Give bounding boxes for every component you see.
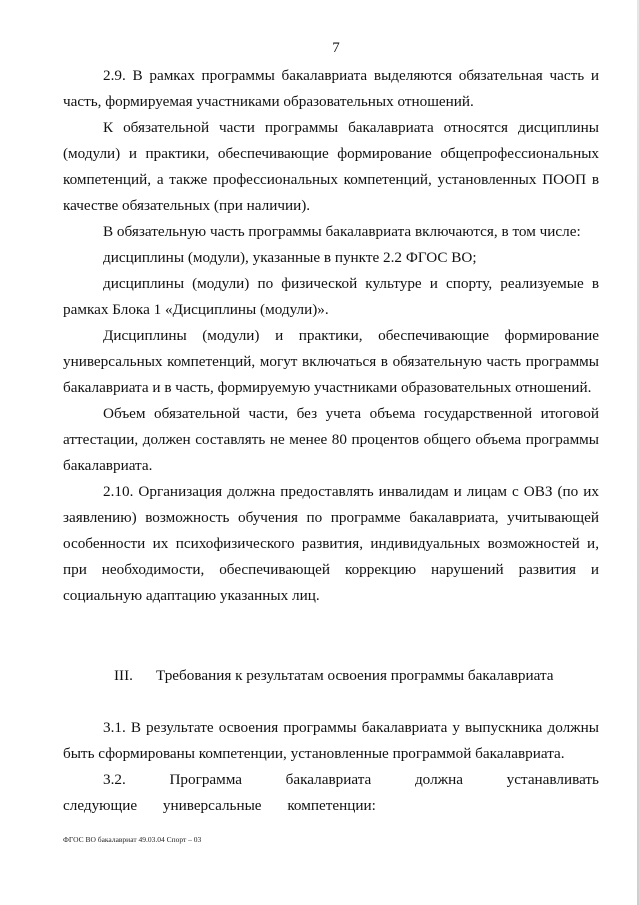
section-text-block xyxy=(63,715,599,819)
paragraph-mandatory-part: К обязательной части программы бакалавриата относятся дисциплины (модули) и практики, обеспечивающие формирование общепрофессиональных компетенций, а также профессиональных компетенций, установленных ПООП в качестве обязательных (при наличии). xyxy=(63,119,599,214)
page-edge xyxy=(637,0,639,905)
section-title: Требования к результатам освоения программы бакалавриата xyxy=(156,667,554,684)
paragraph-disciplines-2-2: дисциплины (модули), указанные в пункте 2.2 ФГОС ВО; xyxy=(103,249,477,266)
paragraph-physical-culture: дисциплины (модули) по физической культуре и спорту, реализуемые в рамках Блока 1 «Дисциплины (модули)». xyxy=(63,275,599,318)
footer-code: ФГОС ВО бакалавриат 49.03.04 Спорт – 03 xyxy=(63,835,202,844)
paragraph-3-2: 3.2. Программа бакалавриата должна устанавливать следующие универсальные компетенции: xyxy=(63,771,599,814)
paragraph-2-9: 2.9. В рамках программы бакалавриата выделяются обязательная часть и часть, формируемая участниками образовательных отношений. xyxy=(63,67,599,110)
page-number: 7 xyxy=(332,40,340,56)
section-number: III. xyxy=(114,667,133,684)
main-text-block xyxy=(63,63,599,609)
paragraph-universal-competences: Дисциплины (модули) и практики, обеспечивающие формирование универсальных компетенций, могут включаться в обязательную часть программы бакалавриата и в часть, формируемую участниками образовательных отношений. xyxy=(63,327,599,396)
paragraph-3-1: 3.1. В результате освоения программы бакалавриата у выпускника должны быть сформированы компетенции, установленные программой бакалавриата. xyxy=(63,719,599,762)
paragraph-mandatory-volume: Объем обязательной части, без учета объема государственной итоговой аттестации, должен составлять не менее 80 процентов общего объема программы бакалавриата. xyxy=(63,405,599,474)
paragraph-2-10: 2.10. Организация должна предоставлять инвалидам и лицам с ОВЗ (по их заявлению) возможность обучения по программе бакалавриата, учитывающей особенности их психофизического развития, индивидуальных возможностей и, при необходимости, обеспечивающей коррекцию нарушений развития и социальную адаптацию указанных лиц. xyxy=(63,483,599,604)
paragraph-mandatory-includes: В обязательную часть программы бакалавриата включаются, в том числе: xyxy=(103,223,581,240)
section-heading xyxy=(114,663,554,689)
